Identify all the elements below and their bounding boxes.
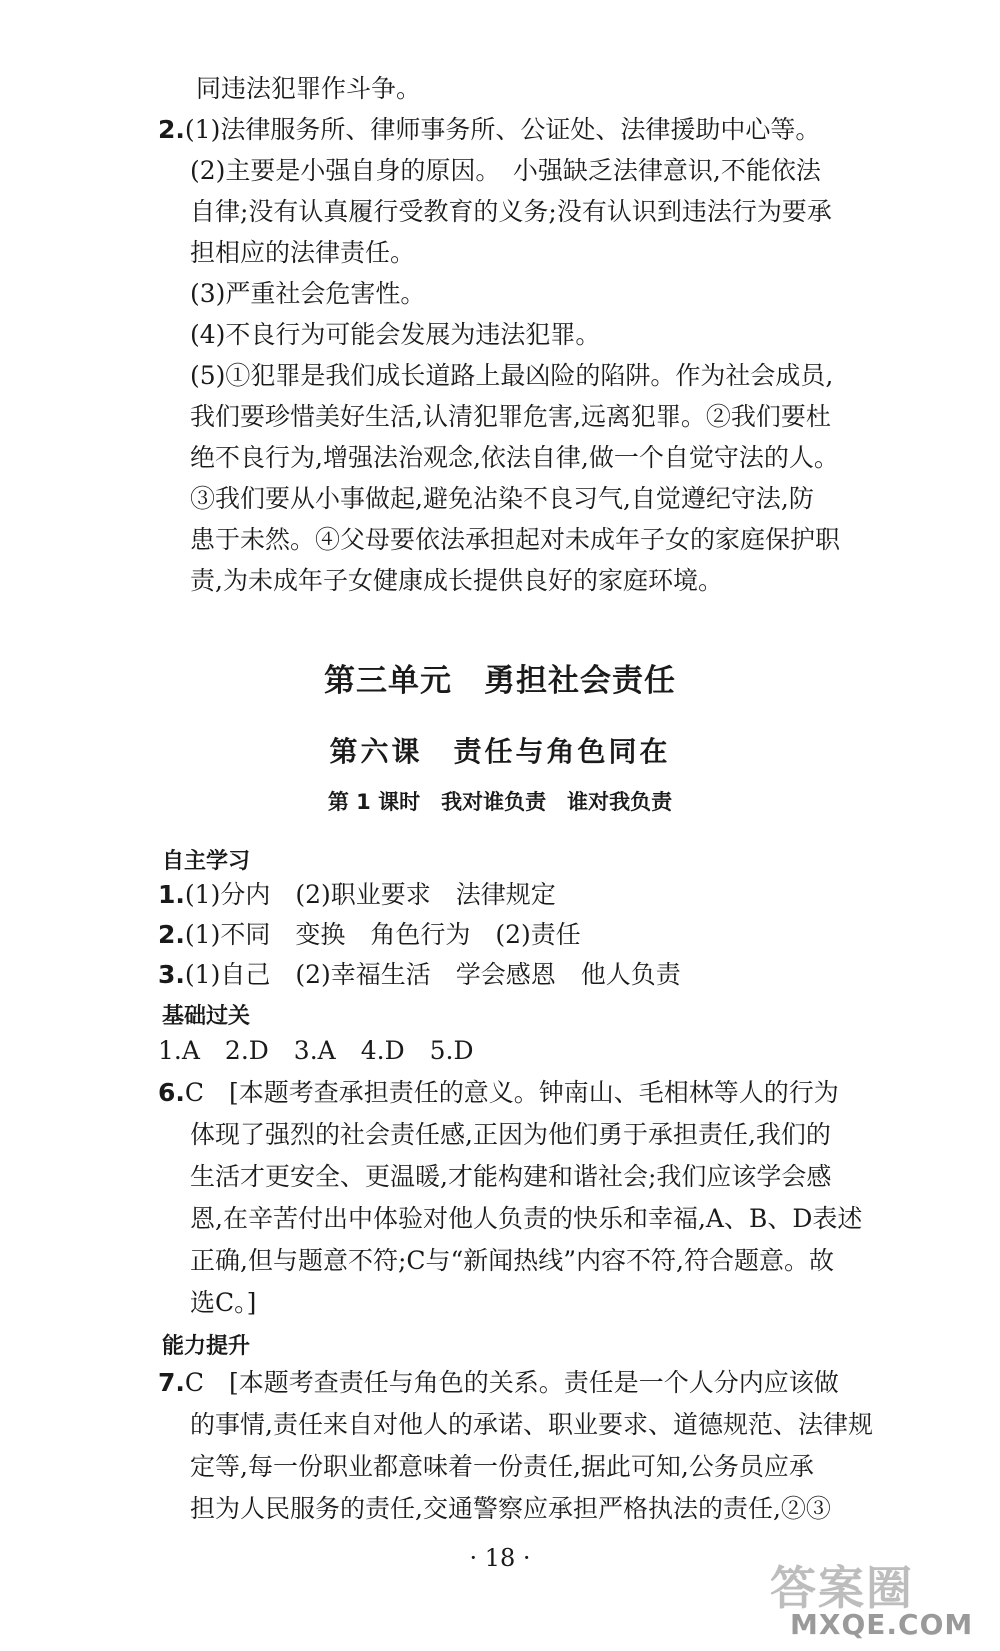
text-line: ③我们要从小事做起,避免沾染不良习气,自觉遵纪守法,防 bbox=[190, 484, 814, 513]
text-line: 担相应的法律责任。 bbox=[190, 238, 416, 267]
text-line: 生活才更安全、更温暖,才能构建和谐社会;我们应该学会感 bbox=[190, 1162, 832, 1191]
text-line: 我们要珍惜美好生活,认清犯罪危害,远离犯罪。②我们要杜 bbox=[190, 402, 831, 431]
text-line: 选C。] bbox=[190, 1288, 257, 1317]
question-number: 7. bbox=[158, 1368, 185, 1397]
question-number: 2. bbox=[158, 115, 185, 144]
text-line: 担为人民服务的责任,交通警察应承担严格执法的责任,②③ bbox=[190, 1494, 831, 1523]
answer-line bbox=[158, 914, 581, 956]
answer-line bbox=[158, 874, 556, 916]
text-line: 患于未然。④父母要依法承担起对未成年子女的家庭保护职 bbox=[190, 525, 841, 554]
answer-text: C [本题考查承担责任的意义。钟南山、毛相林等人的行为 bbox=[184, 1078, 839, 1107]
text-line: 责,为未成年子女健康成长提供良好的家庭环境。 bbox=[190, 566, 723, 595]
unit-title: 第三单元 勇担社会责任 bbox=[324, 663, 676, 699]
question-number: 1. bbox=[158, 880, 185, 909]
watermark-logo: 答案圈 bbox=[770, 1561, 914, 1615]
section-heading-self-study: 自主学习 bbox=[162, 849, 251, 874]
question-number: 3. bbox=[158, 960, 185, 989]
answer-line: 1.A 2.D 3.A 4.D 5.D bbox=[158, 1036, 474, 1065]
text-line: 同违法犯罪作斗争。 bbox=[196, 74, 422, 103]
answer-text: (1)分内 (2)职业要求 法律规定 bbox=[184, 880, 556, 909]
text-line: (3)严重社会危害性。 bbox=[190, 279, 426, 308]
answer-text: C [本题考查责任与角色的关系。责任是一个人分内应该做 bbox=[184, 1368, 839, 1397]
page-number: · 18 · bbox=[469, 1544, 531, 1572]
answer-line bbox=[158, 109, 820, 151]
answer-text: (1)法律服务所、律师事务所、公证处、法律援助中心等。 bbox=[184, 115, 821, 144]
answer-text: (1)不同 变换 角色行为 (2)责任 bbox=[184, 920, 581, 949]
text-line: (5)①犯罪是我们成长道路上最凶险的陷阱。作为社会成员, bbox=[190, 361, 834, 390]
text-line: 自律;没有认真履行受教育的义务;没有认识到违法行为要承 bbox=[190, 197, 832, 226]
text-line: 绝不良行为,增强法治观念,依法自律,做一个自觉守法的人。 bbox=[190, 443, 839, 472]
text-line: 的事情,责任来自对他人的承诺、职业要求、道德规范、法律规 bbox=[190, 1410, 873, 1439]
section-heading-ability: 能力提升 bbox=[162, 1334, 251, 1359]
answer-line bbox=[158, 1362, 839, 1404]
answer-line bbox=[158, 954, 681, 996]
text-line: 体现了强烈的社会责任感,正因为他们勇于承担责任,我们的 bbox=[190, 1120, 831, 1149]
text-line: 定等,每一份职业都意味着一份责任,据此可知,公务员应承 bbox=[190, 1452, 814, 1481]
answer-line bbox=[158, 1072, 839, 1114]
text-line: 正确,但与题意不符;C与“新闻热线”内容不符,符合题意。故 bbox=[190, 1246, 835, 1275]
question-number: 2. bbox=[158, 920, 185, 949]
text-line: (4)不良行为可能会发展为违法犯罪。 bbox=[190, 320, 601, 349]
section-heading-basic: 基础过关 bbox=[162, 1004, 251, 1029]
answer-text: (1)自己 (2)幸福生活 学会感恩 他人负责 bbox=[184, 960, 681, 989]
text-line: 恩,在辛苦付出中体验对他人负责的快乐和幸福,A、B、D表述 bbox=[190, 1204, 863, 1233]
watermark-url: MXQE.COM bbox=[790, 1608, 974, 1641]
question-number: 6. bbox=[158, 1078, 185, 1107]
period-title: 第 1 课时 我对谁负责 谁对我负责 bbox=[327, 790, 673, 814]
text-line: (2)主要是小强自身的原因。 小强缺乏法律意识,不能依法 bbox=[190, 156, 821, 185]
lesson-title: 第六课 责任与角色同在 bbox=[329, 735, 671, 768]
